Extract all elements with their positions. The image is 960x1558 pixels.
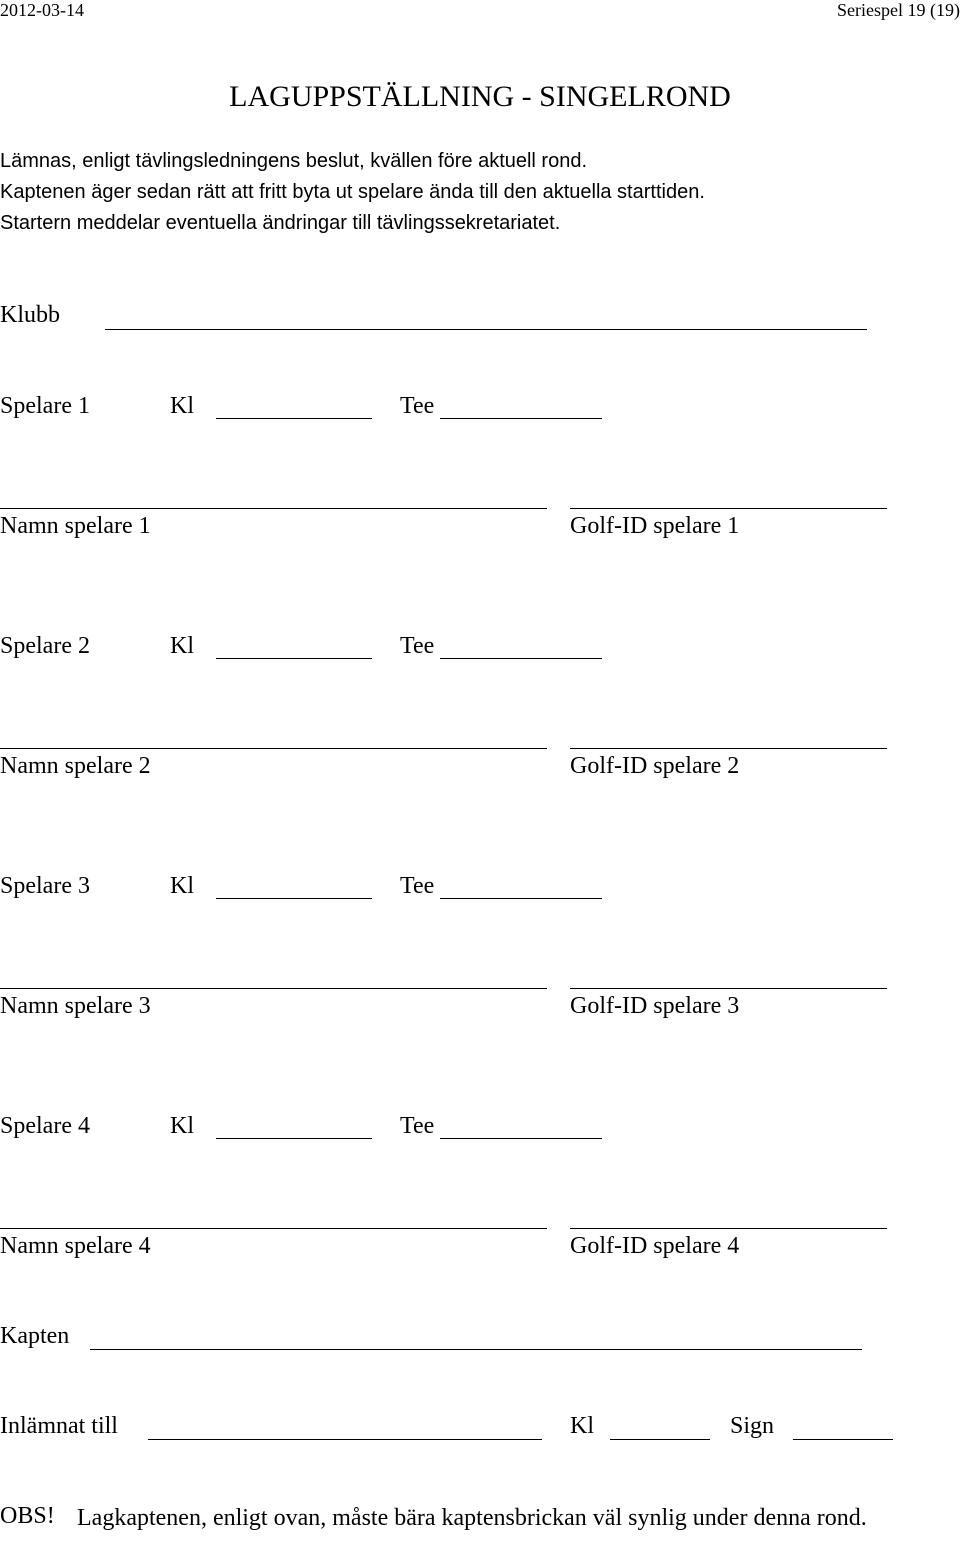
player-1-name-line[interactable] (0, 508, 547, 509)
player-3-tee-label: Tee (400, 873, 435, 899)
player-2-golfid-label: Golf-ID spelare 2 (570, 753, 740, 779)
player-3-kl-line[interactable] (216, 898, 372, 899)
obs-text: Lagkaptenen, enligt ovan, måste bära kaptensbrickan väl synlig under denna rond. (77, 1505, 867, 1531)
player-1-golfid-line[interactable] (570, 508, 887, 509)
player-3-label: Spelare 3 (0, 873, 90, 899)
sign-label: Sign (730, 1413, 775, 1439)
kapten-field-line[interactable] (90, 1349, 862, 1350)
player-1-name-label: Namn spelare 1 (0, 513, 151, 539)
player-1-kl-line[interactable] (216, 418, 372, 419)
player-4-tee-line[interactable] (440, 1138, 602, 1139)
obs-label: OBS! (0, 1503, 55, 1529)
submitted-kl-line[interactable] (610, 1439, 710, 1440)
submitted-label: Inlämnat till (0, 1413, 118, 1439)
player-4-label: Spelare 4 (0, 1113, 90, 1139)
player-1-golfid-label: Golf-ID spelare 1 (570, 513, 740, 539)
player-4-kl-label: Kl (170, 1113, 194, 1139)
player-3-name-label: Namn spelare 3 (0, 993, 151, 1019)
intro-line-2: Kaptenen äger sedan rätt att fritt byta ut spelare ända till den aktuella starttiden. (0, 181, 705, 203)
page-title: LAGUPPSTÄLLNING - SINGELROND (229, 80, 731, 113)
player-4-golfid-label: Golf-ID spelare 4 (570, 1233, 740, 1259)
submitted-kl-label: Kl (570, 1413, 594, 1439)
player-3-golfid-line[interactable] (570, 988, 887, 989)
kapten-label: Kapten (0, 1323, 70, 1349)
player-2-name-label: Namn spelare 2 (0, 753, 151, 779)
player-4-kl-line[interactable] (216, 1138, 372, 1139)
header-date: 2012-03-14 (0, 0, 84, 20)
player-1-label: Spelare 1 (0, 393, 90, 419)
intro-line-3: Startern meddelar eventuella ändringar till tävlingssekretariatet. (0, 212, 561, 234)
sign-field-line[interactable] (793, 1439, 893, 1440)
player-4-name-label: Namn spelare 4 (0, 1233, 151, 1259)
player-3-golfid-label: Golf-ID spelare 3 (570, 993, 740, 1019)
player-1-tee-line[interactable] (440, 418, 602, 419)
header-page: Seriespel 19 (19) (837, 0, 960, 20)
player-4-name-line[interactable] (0, 1228, 547, 1229)
player-1-tee-label: Tee (400, 393, 435, 419)
player-2-kl-line[interactable] (216, 658, 372, 659)
player-2-kl-label: Kl (170, 633, 194, 659)
player-4-golfid-line[interactable] (570, 1228, 887, 1229)
player-2-tee-label: Tee (400, 633, 435, 659)
player-2-name-line[interactable] (0, 748, 547, 749)
player-2-tee-line[interactable] (440, 658, 602, 659)
player-3-name-line[interactable] (0, 988, 547, 989)
player-2-label: Spelare 2 (0, 633, 90, 659)
player-3-kl-label: Kl (170, 873, 194, 899)
player-4-tee-label: Tee (400, 1113, 435, 1139)
submitted-field-line[interactable] (148, 1439, 542, 1440)
intro-line-1: Lämnas, enligt tävlingsledningens beslut, kvällen före aktuell rond. (0, 150, 588, 172)
player-1-kl-label: Kl (170, 393, 194, 419)
player-3-tee-line[interactable] (440, 898, 602, 899)
player-2-golfid-line[interactable] (570, 748, 887, 749)
klubb-label: Klubb (0, 302, 60, 328)
klubb-field-line[interactable] (105, 329, 867, 330)
